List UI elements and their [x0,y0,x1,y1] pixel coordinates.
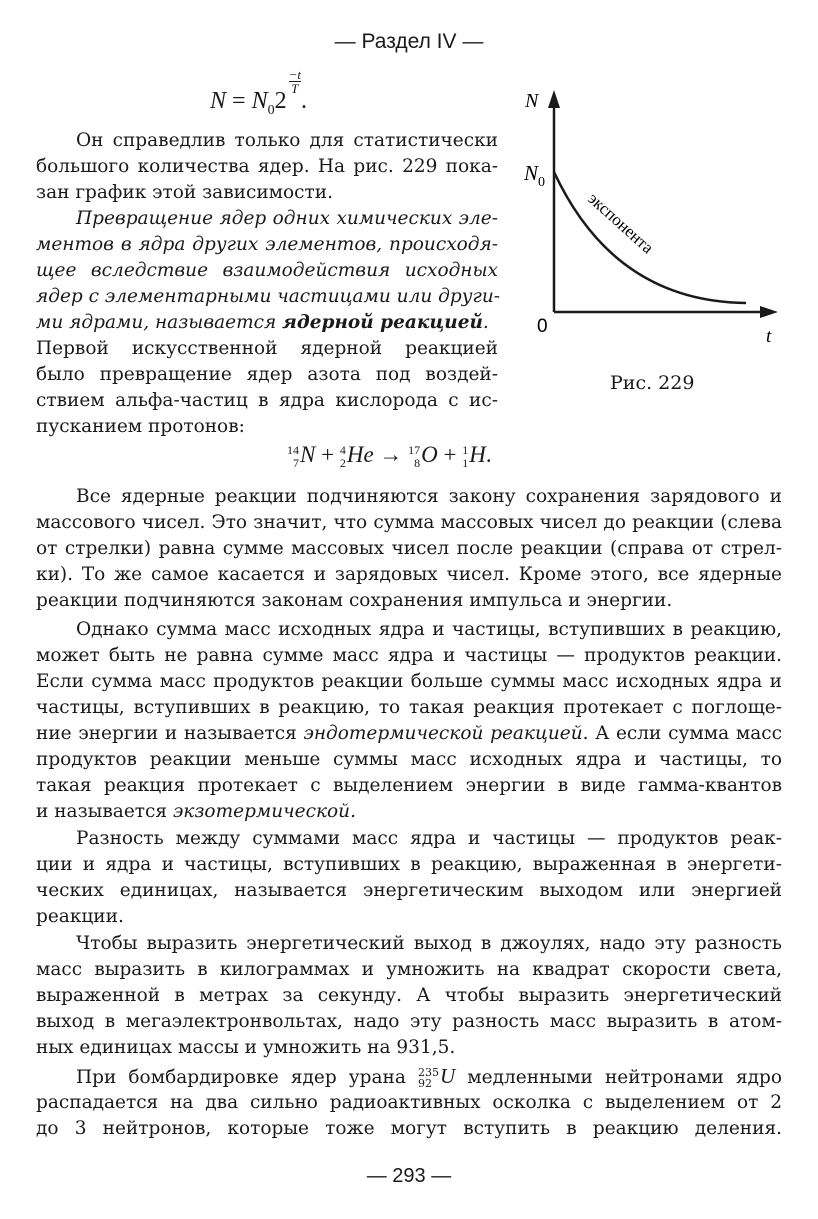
text-line: реакции подчиняются законам сохранения импульса и энергии. [36,590,673,611]
text-line: При бомбардировке ядер урана 235 92 U медленными нейтронами ядро [76,1064,782,1090]
formula-eq: = [226,88,252,114]
curve-label: экспонента [584,188,658,258]
formula-n0: N [251,88,268,114]
text-line: ствием альфа-частиц в ядра кислорода с ис- [36,390,498,411]
text-line: Однако сумма масс исходных ядра и частицы, вступивших в реакцию, [76,619,782,640]
nuclide-nitrogen-numbers: 14 7 [287,442,299,470]
reaction-arrow: → [373,442,409,467]
text-line: Первой искусственной ядерной реакцией [36,338,498,359]
text-line: может быть не равна сумме масс ядра и частицы — продуктов реакции. [36,645,782,666]
x-axis-label: t [766,326,772,347]
nuclide-hydrogen-numbers: 1 1 [462,442,469,470]
text-line: Чтобы выразить энергетический выход в джоулях, надо эту разность [76,933,782,954]
nuclide-oxygen: O [421,442,438,467]
y-axis-arrow [548,90,560,108]
text-line: ние энергии и называется эндотермической реакцией. А если сумма масс [36,723,783,744]
nuclide-helium: He [346,442,374,467]
text-line: реакции. [36,906,124,927]
origin-label: 0 [537,316,548,337]
section-header: — Раздел IV — [334,30,484,53]
y-axis-label: N [525,90,539,112]
n0-label: $N_0$ [524,161,546,190]
text-line: ных единицах массы и умножить на 931,5. [36,1037,456,1058]
term-endothermic: эндотермической реакцией. [303,723,589,744]
formula-end: . [300,88,307,114]
formula-n0-sub: 0 [267,103,275,118]
term-exothermic: экзотермической. [172,801,356,822]
text-line: от стрелки) равна сумме массовых чисел после реакции (справа от стрел- [36,538,782,559]
text-line: Он справедлив только для статистически [76,130,498,151]
text-line: ки). То же самое касается и зарядовых чисел. Кроме этого, все ядерные [36,564,782,585]
text-line: продуктов реакции меньше суммы масс исходных ядра и частицы, то [36,749,782,770]
text-line: ядер с элементарными частицами или други- [36,286,500,307]
nuclide-uranium-numbers: 235 92 [418,1066,440,1090]
text-line: такая реакция протекает с выделением энергии в виде гамма-квантов [36,775,782,796]
nuclide-helium-numbers: 4 2 [339,442,346,470]
text-line: Разность между суммами масс ядра и частицы — продуктов реак- [76,828,782,849]
nuclide-nitrogen: N [300,442,316,467]
text-line: частицы, вступивших в реакцию, то такая реакция протекает с поглоще- [36,697,782,718]
text-line: Все ядерные реакции подчиняются закону сохранения зарядового и [76,486,782,507]
text-line: пусканием протонов: [36,416,245,437]
nuclide-uranium: U [440,1064,456,1088]
x-axis-arrow [760,306,778,318]
text-line: ментов в ядра других элементов, происходя- [36,234,498,255]
text-line: Если сумма масс продуктов реакции больше суммы масс исходных ядра и [36,671,782,692]
text-line: ми ядрами, называется ядерной реакцией. [36,312,489,333]
text-line: Превращение ядер одних химических эле- [76,208,498,229]
text-line: и называется экзотермической. [36,801,356,822]
text-line: большого количества ядер. На рис. 229 пока- [36,156,498,177]
nuclide-hydrogen: H [469,442,486,467]
text-line: ции и ядра и частицы, вступивших в реакцию, выраженная в энергети- [36,854,782,875]
exponent-denominator: T [289,81,301,95]
text-line: было превращение ядер азота под воздей- [36,364,498,385]
text-line: до 3 нейтронов, которые тоже могут вступить в реакцию деления. [36,1118,782,1139]
decay-graph [510,80,790,360]
text-line: массового чисел. Это значит, что сумма массовых чисел до реакции (слева [36,512,782,533]
reaction-equation: 14 7 N + 4 2 He → 17 8 O + 1 1 H. [287,442,492,470]
figure-caption: Рис. 229 [610,372,695,394]
text-line: масс выразить в килограммах и умножить на квадрат скорости света, [36,959,782,980]
text-line: выраженной в метрах за секунду. А чтобы выразить энергетический [36,985,782,1006]
nuclide-oxygen-numbers: 17 8 [408,442,421,470]
text-line: распадается на два сильно радиоактивных осколка с выделением от 2 [36,1092,782,1113]
text-line: выход в мегаэлектронвольтах, надо эту разность масс выразить в атом- [36,1011,782,1032]
page-number: — 293 — [366,1165,452,1187]
formula-exponent [289,68,301,95]
text-line: зан график этой зависимости. [36,182,333,203]
exponent-numerator: −t [288,67,301,82]
formula-base: 2 [274,88,287,114]
term-nuclear-reaction: ядерной реакцией [282,312,483,333]
text-line: щее вследствие взаимодействия исходных [36,260,498,281]
formula-n: N [210,88,227,114]
text-line: ческих единицах, называется энергетическим выходом или энергией [36,880,782,901]
decay-formula [210,67,307,118]
